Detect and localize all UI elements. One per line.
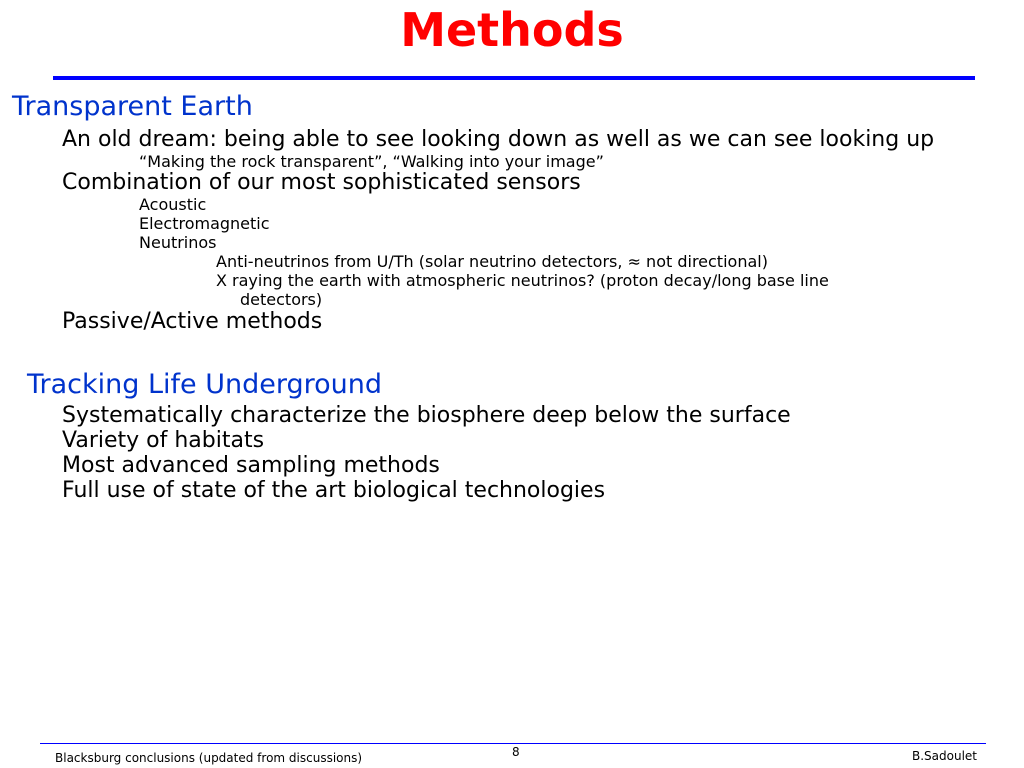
slide-title: Methods [400,3,624,57]
sub-sub-bullet-line: Anti-neutrinos from U/Th (solar neutrino detectors, ≈ not directional) [216,252,768,271]
sub-bullet-line: Neutrinos [139,233,217,252]
section-heading: Transparent Earth [12,91,253,122]
sub-bullet-line: Electromagnetic [139,214,270,233]
sub-sub-bullet-continuation: detectors) [240,290,323,309]
bullet-line: An old dream: being able to see looking down as well as we can see looking up [62,127,935,152]
footer-divider [40,743,986,744]
bullet-line: Variety of habitats [62,428,265,453]
sub-sub-bullet-line: X raying the earth with atmospheric neutrinos? (proton decay/long base line [216,271,829,290]
footer-left-text: Blacksburg conclusions (updated from discussions) [55,751,363,765]
bullet-line: Systematically characterize the biosphere deep below the surface [62,403,791,428]
footer-author: B.Sadoulet [912,749,978,763]
bullet-line: Most advanced sampling methods [62,453,440,478]
bullet-line: Passive/Active methods [62,309,323,334]
title-divider [53,76,975,80]
section-heading: Tracking Life Underground [27,369,383,400]
sub-bullet-line: Acoustic [139,195,207,214]
sub-bullet-line: “Making the rock transparent”, “Walking into your image” [139,152,604,171]
bullet-line: Full use of state of the art biological technologies [62,478,606,503]
page-number: 8 [512,745,520,759]
bullet-line: Combination of our most sophisticated sensors [62,170,581,195]
